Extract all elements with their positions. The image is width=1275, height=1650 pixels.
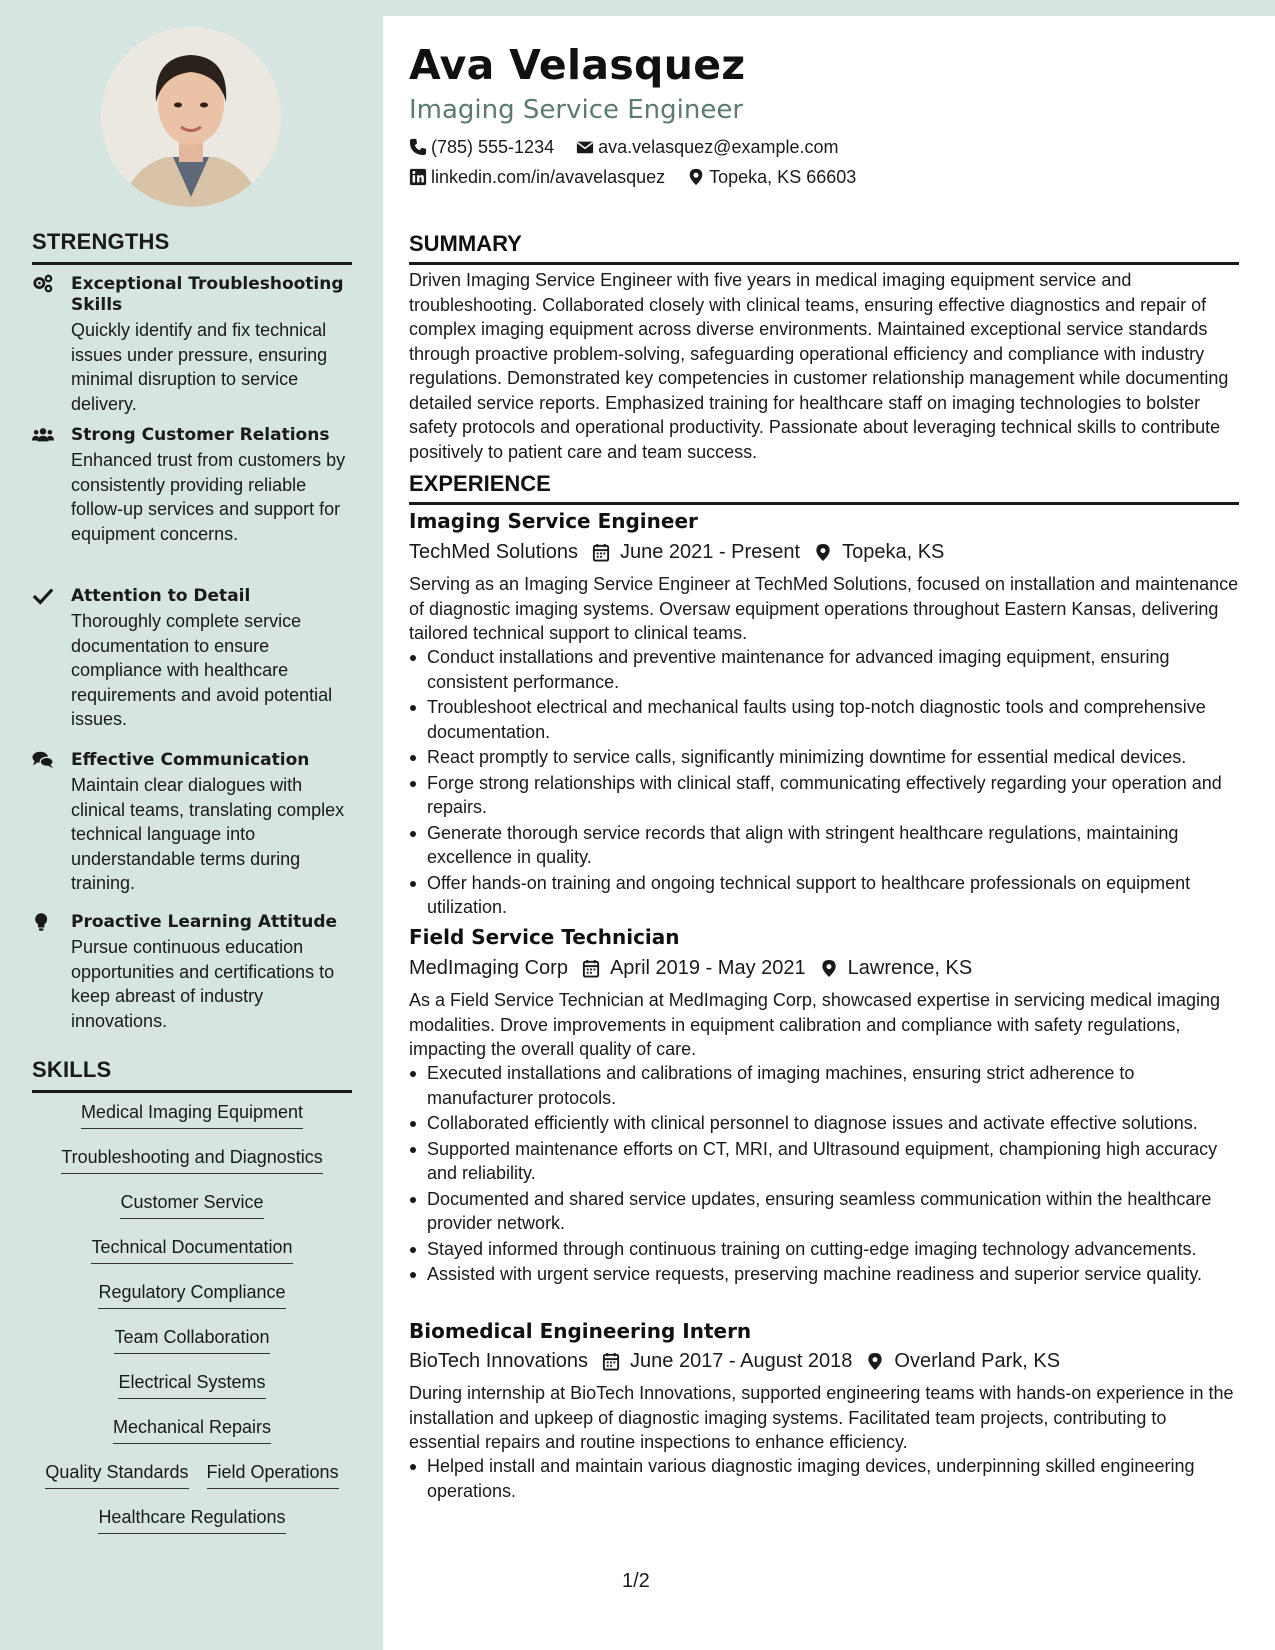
check-icon (32, 586, 58, 608)
top-band (383, 0, 1275, 16)
skill-tag: Troubleshooting and Diagnostics (61, 1145, 323, 1174)
list-item: Conduct installations and preventive maintenance for advanced imaging equipment, ensuring consistent performance. (409, 645, 1239, 694)
profile-photo-image (101, 27, 281, 207)
strength-item (32, 912, 357, 1033)
strength-title: Exceptional Troubleshooting Skills (71, 274, 344, 315)
summary-text: Driven Imaging Service Engineer with five years in medical imaging equipment service and troubleshooting. Collaborated closely with clinical teams, ensuring effective diagnostics and repair of complex imaging equipment across diverse environments. Maintained exceptional service standards through proactive problem-solving, safeguarding operational efficiency and compliance with industry regulations. Demonstrated key competencies in customer relationship management while documenting detailed service reports. Emphasized training for healthcare staff on imaging technologies to bolster safety protocols and operational productivity. Passionate about leveraging technical skills to contribute positively to patient care and team success. (409, 270, 1229, 462)
strength-item (32, 586, 357, 732)
list-item: Helped install and maintain various diagnostic imaging devices, underpinning skilled engineering operations. (409, 1454, 1239, 1503)
list-item: Assisted with urgent service requests, preserving machine readiness and superior service quality. (409, 1262, 1239, 1287)
job-description: During internship at BioTech Innovations, supported engineering teams with hands-on experience in the installation and upkeep of diagnostic imaging systems. Facilitated team projects, contributing to essential repairs and routine inspections to enhance efficiency. (409, 1383, 1234, 1452)
strength-desc: Maintain clear dialogues with clinical teams, translating complex technical language into understandable terms during training. (71, 775, 345, 893)
contact-row-1 (409, 135, 860, 159)
job-dates: June 2021 - Present (619, 541, 801, 563)
job-dates: June 2017 - August 2018 (630, 1350, 853, 1372)
candidate-name: Ava Velasquez (409, 41, 746, 89)
skill-tag: Healthcare Regulations (98, 1505, 285, 1534)
list-item: Stayed informed through continuous training on cutting-edge imaging technology advancements. (409, 1237, 1239, 1262)
skill-tag: Technical Documentation (91, 1235, 292, 1264)
skills-heading: SKILLS (32, 1057, 352, 1093)
job-bullets (409, 645, 1239, 921)
strength-desc: Pursue continuous education opportunities and certifications to keep abreast of industry innovations. (71, 937, 335, 1031)
list-item: React promptly to service calls, significantly minimizing downtime for essential medical devices. (409, 745, 1239, 770)
profile-photo (101, 27, 281, 207)
list-item: Troubleshoot electrical and mechanical faults using top-notch diagnostic tools and comprehensive documentation. (409, 695, 1239, 744)
calendar-icon (592, 543, 610, 562)
skill-tag: Field Operations (207, 1460, 339, 1489)
summary-heading: SUMMARY (409, 231, 1239, 265)
job-description: Serving as an Imaging Service Engineer at TechMed Solutions, focused on installation and maintenance of diagnostic imaging systems. Oversaw equipment operations throughout Eastern Kansas, delivering tailored technical support to clinical teams. (409, 574, 1239, 643)
experience-heading: EXPERIENCE (409, 471, 1239, 505)
map-pin-icon (814, 543, 832, 562)
skills-list (32, 1100, 352, 1550)
strength-title: Strong Customer Relations (71, 425, 330, 445)
job-company: BioTech Innovations (409, 1350, 589, 1372)
map-pin-icon (687, 168, 705, 186)
strength-title: Effective Communication (71, 750, 310, 770)
job-bullets (409, 1061, 1239, 1288)
phone-text: (785) 555-1234 (431, 137, 555, 157)
list-item: Offer hands-on training and ongoing technical support to healthcare professionals on equipment utilization. (409, 871, 1239, 920)
email-text: ava.velasquez@example.com (598, 137, 839, 157)
contact-row-2 (409, 165, 878, 189)
strength-title: Proactive Learning Attitude (71, 912, 338, 932)
gears-icon (32, 274, 58, 296)
email-contact[interactable] (576, 135, 838, 159)
list-item: Generate thorough service records that align with stringent healthcare regulations, maintaining excellence in quality. (409, 821, 1239, 870)
comments-icon (32, 750, 58, 772)
job-meta (409, 955, 986, 981)
strength-desc: Quickly identify and fix technical issues under pressure, ensuring minimal disruption to service delivery. (71, 320, 328, 414)
list-item: Documented and shared service updates, ensuring seamless communication within the healthcare provider network. (409, 1187, 1239, 1236)
job-location: Overland Park, KS (894, 1350, 1061, 1372)
envelope-icon (576, 138, 594, 156)
skill-tag: Team Collaboration (114, 1325, 269, 1354)
job-dates: April 2019 - May 2021 (609, 957, 806, 979)
candidate-role: Imaging Service Engineer (409, 95, 744, 125)
strength-title: Attention to Detail (71, 586, 251, 606)
job-title: Field Service Technician (409, 925, 680, 949)
skill-tag: Medical Imaging Equipment (81, 1100, 303, 1129)
map-pin-icon (866, 1352, 884, 1371)
location-contact (687, 165, 856, 189)
phone-icon (409, 138, 427, 156)
job-company: MedImaging Corp (409, 957, 568, 979)
main-content (383, 16, 1275, 1650)
page-number: 1/2 (622, 1570, 650, 1592)
job-bullets (409, 1454, 1239, 1504)
strength-item (32, 425, 357, 546)
users-icon (32, 425, 58, 447)
job-title: Biomedical Engineering Intern (409, 1319, 752, 1343)
linkedin-text: linkedin.com/in/avavelasquez (431, 167, 666, 187)
job-meta (409, 539, 958, 565)
skill-tag: Mechanical Repairs (113, 1415, 271, 1444)
list-item: Supported maintenance efforts on CT, MRI, and Ultrasound equipment, championing high accuracy and reliability. (409, 1137, 1239, 1186)
strengths-heading: STRENGTHS (32, 229, 352, 265)
skill-tag: Customer Service (120, 1190, 263, 1219)
job-meta (409, 1348, 1074, 1374)
skill-tag: Regulatory Compliance (98, 1280, 285, 1309)
lightbulb-icon (32, 912, 58, 934)
list-item: Forge strong relationships with clinical staff, communicating effectively regarding your operation and repairs. (409, 771, 1239, 820)
job-title: Imaging Service Engineer (409, 509, 698, 533)
strength-desc: Enhanced trust from customers by consistently providing reliable follow-up services and support for equipment concerns. (71, 450, 346, 544)
job-location: Lawrence, KS (847, 957, 973, 979)
phone-contact[interactable] (409, 135, 554, 159)
strength-item (32, 750, 357, 896)
strength-desc: Thoroughly complete service documentation to ensure compliance with healthcare requirements and avoid potential issues. (71, 611, 333, 729)
calendar-icon (582, 959, 600, 978)
strength-item (32, 274, 357, 416)
skill-tag: Quality Standards (45, 1460, 188, 1489)
list-item: Executed installations and calibrations of imaging machines, ensuring strict adherence to manufacturer protocols. (409, 1061, 1239, 1110)
map-pin-icon (820, 959, 838, 978)
job-description: As a Field Service Technician at MedImaging Corp, showcased expertise in servicing medical imaging modalities. Drove improvements in equipment calibration and compliance with safety regulations, impacting the overall quality of care. (409, 990, 1221, 1059)
job-location: Topeka, KS (842, 541, 945, 563)
linkedin-contact[interactable] (409, 165, 665, 189)
linkedin-icon (409, 168, 427, 186)
calendar-icon (602, 1352, 620, 1371)
skill-tag: Electrical Systems (118, 1370, 265, 1399)
sidebar (0, 0, 383, 1650)
list-item: Collaborated efficiently with clinical personnel to diagnose issues and activate effective solutions. (409, 1111, 1239, 1136)
location-text: Topeka, KS 66603 (709, 167, 857, 187)
job-company: TechMed Solutions (409, 541, 578, 563)
